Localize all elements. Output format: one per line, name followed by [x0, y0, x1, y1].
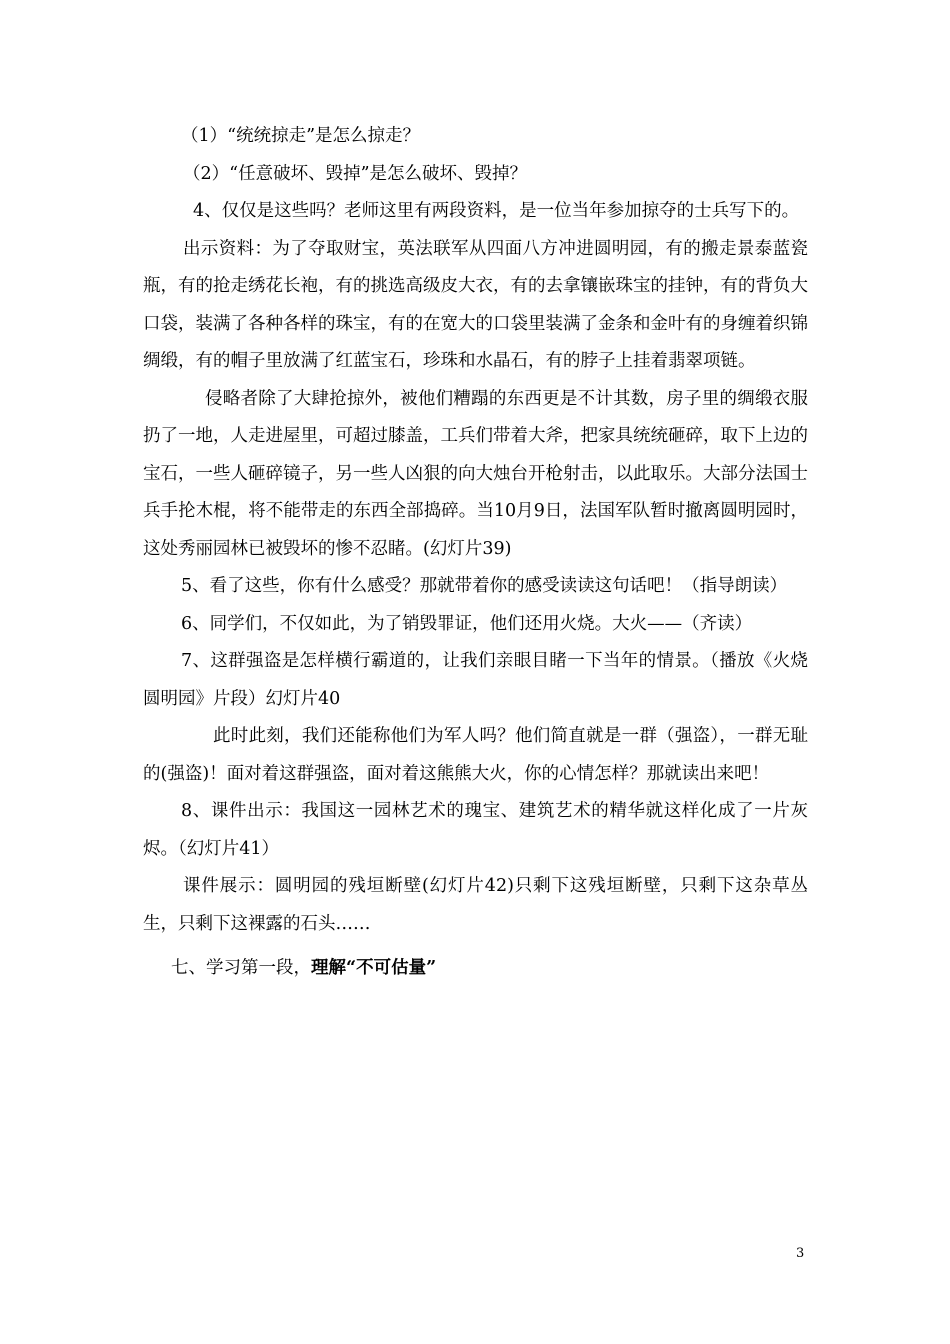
material-paragraph-1: 出示资料：为了夺取财宝，英法联军从四面八方冲进圆明园，有的搬走景泰蓝瓷瓶，有的抢走绣花长袍，有的挑选高级皮大衣，有的去拿镶嵌珠宝的挂钟，有的背负大口袋，装满了各种各样的珠宝，有的在宽大的口袋里装满了金条和金叶有的身缠着织锦绸缎，有的帽子里放满了红蓝宝石，珍珠和水晶石，有的脖子上挂着翡翠项链。: [143, 238, 808, 371]
document-body: [143, 118, 808, 988]
question-1: （1）“统统掠走”是怎么掠走？: [181, 126, 421, 146]
section-heading-bold: 理解“不可估量”: [311, 958, 437, 978]
page-number: 3: [796, 1246, 805, 1261]
step-4-paragraph: 4、仅仅是这些吗？老师这里有两段资料，是一位当年参加掠夺的士兵写下的。: [193, 201, 800, 221]
step-8-paragraph: 8、课件出示：我国这一园林艺术的瑰宝、建筑艺术的精华就这样化成了一片灰烬。（幻灯片41）: [143, 801, 808, 859]
step-7-paragraph: 7、这群强盗是怎样横行霸道的，让我们亲眼目睹一下当年的情景。（播放《火烧圆明园》片段）幻灯片40: [143, 651, 808, 709]
reflection-paragraph: 此时此刻，我们还能称他们为军人吗？他们简直就是一群（强盗），一群无耻的(强盗)！面对着这群强盗，面对着这熊熊大火，你的心情怎样？那就读出来吧！: [143, 726, 808, 784]
step-6-paragraph: 6、同学们，不仅如此，为了销毁罪证，他们还用火烧。大火——（齐读）: [181, 613, 753, 634]
question-2: （2）“任意破坏、毁掉”是怎么破坏、毁掉？: [183, 163, 528, 184]
courseware-paragraph: 课件展示：圆明园的残垣断壁(幻灯片42)只剩下这残垣断壁，只剩下这杂草丛生，只剩下这裸露的石头……: [143, 876, 808, 934]
step-5-paragraph: 5、看了这些，你有什么感受？那就带着你的感受读读这句话吧！（指导朗读）: [181, 576, 788, 596]
section-heading-prefix: 七、学习第一段，: [171, 958, 311, 978]
material-paragraph-2: 侵略者除了大肆抢掠外，被他们糟蹋的东西更是不计其数，房子里的绸缎衣服扔了一地，人走进屋里，可超过膝盖，工兵们带着大斧，把家具统统砸碎，取下上边的宝石，一些人砸碎镜子，另一些人凶狠的向大烛台开枪射击，以此取乐。大部分法国士兵手抡木棍，将不能带走的东西全部捣碎。当10月9日，法国军队暂时撤离圆明园时，这处秀丽园林已被毁坏的惨不忍睹。(幻灯片39): [143, 388, 808, 559]
section-heading: [143, 950, 808, 988]
